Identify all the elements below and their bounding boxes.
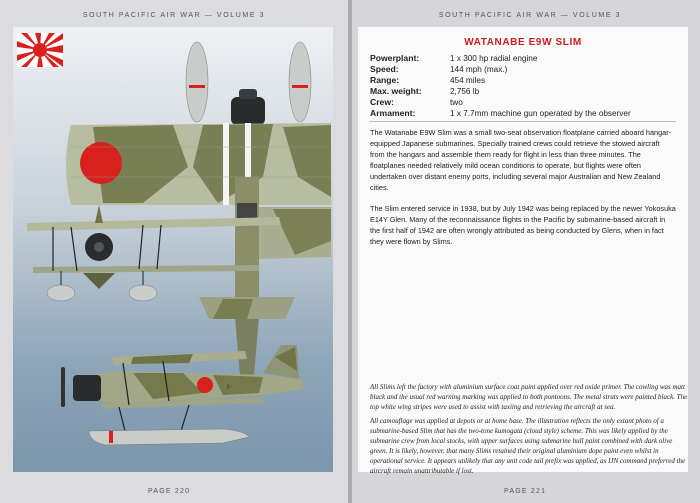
- spec-row: [370, 86, 680, 97]
- spec-value: 1 x 7.7mm machine gun operated by the observer: [450, 109, 631, 118]
- caption-paragraph: All camouflage was applied at depots or at home base. The illustration reflects the only extant photo of a submarine-based Slim that has the two-tone kumogata (cloud style) scheme. This was likely applied by the submarine crew from local stocks, with upper surfaces using submarine hull paint combined with dark olive green. It is likely, however, that many Slims retained their original aluminium dope paint even whilst in operational service. It appears unlikely that any unit code tail prefix was applied, as IJN command preferred the aircraft remain unattributable if lost.: [370, 417, 686, 475]
- spec-row: [370, 97, 680, 108]
- side-view-aircraft: [61, 345, 303, 445]
- aircraft-title: WATANABE E9W SLIM: [464, 37, 582, 48]
- top-view-upper-wing: [66, 123, 331, 205]
- fuselage-code: I-: [227, 384, 232, 391]
- spec-label: Speed:: [370, 64, 399, 74]
- spec-row: [370, 53, 680, 64]
- left-page: [0, 0, 348, 503]
- spec-value: 144 mph (max.): [450, 65, 508, 74]
- spec-label: Max. weight:: [370, 86, 422, 96]
- body-paragraph: The Watanabe E9W Slim was a small two-seat observation floatplane carried aboard hangar-equipped Japanese submarines. Specially trained crews could retrieve the stowed aircraft from the hangars and assemble them ready for flight in less than three minutes. The floatplanes needed relatively mild ocean conditions to operate, but flights were often undertaken over distant enemy ports, including several major Australian and New Zealand cities.: [370, 128, 672, 192]
- spec-label: Armament:: [370, 108, 416, 118]
- spec-table: [370, 53, 680, 119]
- e9w-slim-profile-drawing: [13, 27, 333, 472]
- right-page-number: PAGE 221: [504, 488, 547, 495]
- spec-value: 1 x 300 hp radial engine: [450, 54, 538, 63]
- spec-label: Powerplant:: [370, 53, 420, 63]
- body-paragraph: The Slim entered service in 1938, but by July 1942 was being replaced by the newer Yokosuka E14Y Glen. Many of the reconnaissance flights in the Pacific by submarine-based aircraft in the first half of 1942 are often wrongly attributed as being conducted by Glens, when in fact they were flown by Slims.: [370, 204, 676, 246]
- spec-row: [370, 75, 680, 86]
- rising-sun-flag-icon: [17, 33, 63, 67]
- divider: [370, 121, 676, 122]
- aircraft-illustration: [13, 27, 333, 472]
- right-running-head: SOUTH PACIFIC AIR WAR — VOLUME 3: [438, 12, 622, 19]
- left-running-head: SOUTH PACIFIC AIR WAR — VOLUME 3: [82, 12, 266, 19]
- top-view-engine: [231, 89, 265, 125]
- spec-row: [370, 108, 680, 119]
- spec-row: [370, 64, 680, 75]
- top-view-tailplane: [199, 297, 295, 319]
- illustration-caption: [370, 376, 688, 475]
- spec-label: Range:: [370, 75, 400, 85]
- spec-value: two: [450, 98, 463, 107]
- spec-value: 454 miles: [450, 76, 486, 85]
- spec-label: Crew:: [370, 97, 394, 107]
- left-page-number: PAGE 220: [148, 488, 191, 495]
- top-view-lower-wing: [259, 207, 331, 259]
- caption-paragraph: All Slims left the factory with aluminium surface coat paint applied over red oxide primer. The cowling was matt black and the usual red warning marking was applied to both pontoons. The metal struts were painted black. The top white wing stripes were used to assist with taxiing and retrieving the aircraft at sea.: [370, 383, 688, 411]
- spec-value: 2,756 lb: [450, 87, 480, 96]
